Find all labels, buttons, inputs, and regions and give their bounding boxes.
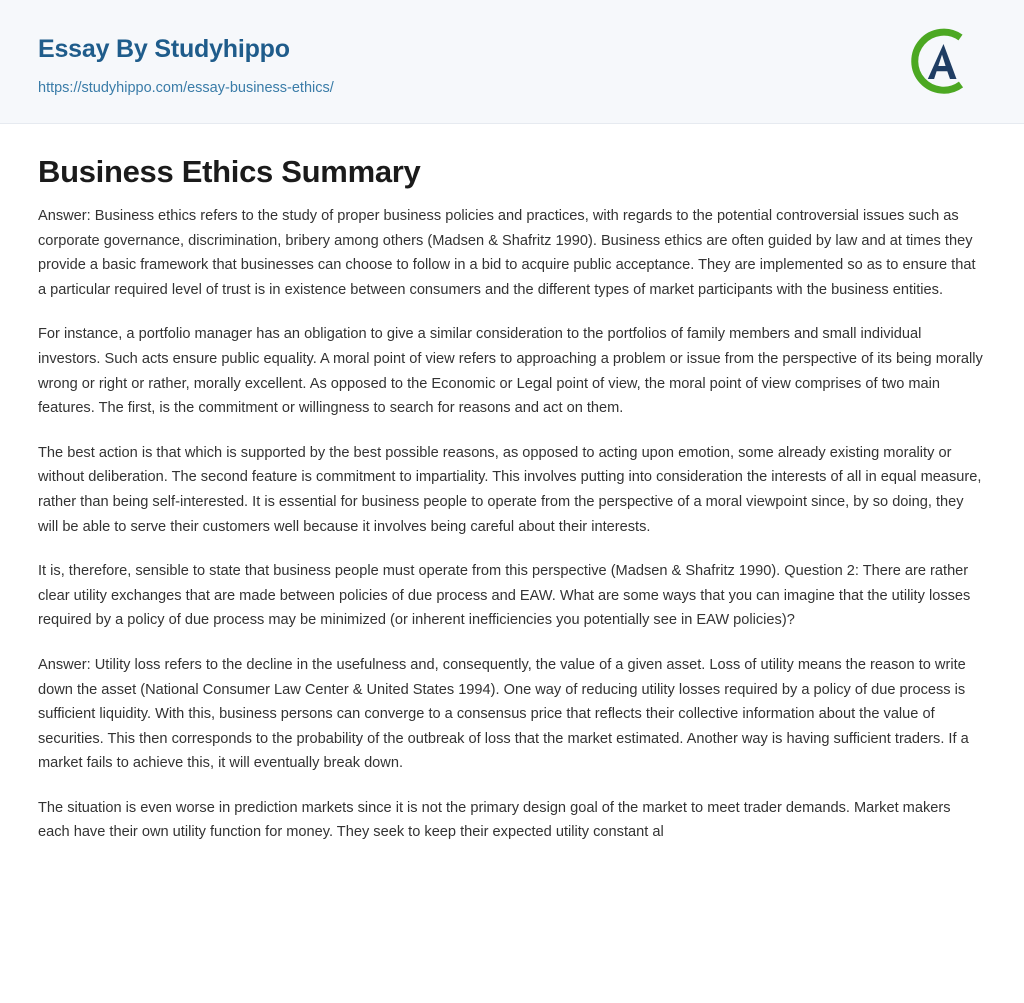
paragraph: Answer: Business ethics refers to the study of proper business policies and practices, with regards to the potential controversial issues such as corporate governance, discrimination, bribery among others (Madsen & Shafritz 1990). Business ethics are often guided by law and at times they provide a basic framework that businesses can choose to follow in a bid to acquire public acceptance. They are implemented so as to ensure that a particular required level of trust is in existence between consumers and the different types of market participants with the business entities.: [38, 208, 976, 298]
page-title: Business Ethics Summary: [38, 154, 421, 189]
paragraph: Answer: Utility loss refers to the decline in the usefulness and, consequently, the value of a given asset. Loss of utility means the reason to write down the asset (National Consumer Law Center & United States 1994). One way of reducing utility losses required by a policy of due process is sufficient liquidity. With this, business persons can converge to a consensus price that reflects their collective information about the value of securities. This then corresponds to the probability of the outbreak of loss that the market estimated. Another way is having sufficient traders. If a market fails to achieve this, it will eventually break down.: [38, 656, 969, 772]
studyhippo-a-logo-icon: [906, 24, 980, 98]
brand-title: Essay By Studyhippo: [38, 35, 290, 63]
article-body: [0, 124, 1024, 845]
site-header: [0, 0, 1024, 124]
paragraph: The best action is that which is supported by the best possible reasons, as opposed to acting upon emotion, some already existing morality or without deliberation. The second feature is commitment to impartiality. This involves putting into consideration the interests of all in equal measure, rather than being self-interested. It is essential for business people to operate from the perspective of a moral viewpoint since, by so doing, they will be able to serve their customers well because it involves being careful about their interests.: [38, 444, 982, 535]
paragraph: It is, therefore, sensible to state that business people must operate from this perspective (Madsen & Shafritz 1990). Question 2: There are rather clear utility exchanges that are made between policies of due process and EAW. What are some ways that you can imagine that the utility losses required by a policy of due process may be minimized (or inherent inefficiencies you potentially see in EAW policies)?: [38, 563, 971, 629]
paragraph: For instance, a portfolio manager has an obligation to give a similar consideration to the portfolios of family members and small individual investors. Such acts ensure public equality. A moral point of view refers to approaching a problem or issue from the perspective of its being morally wrong or right or rather, morally excellent. As opposed to the Economic or Legal point of view, the moral point of view comprises of two main features. The first, is the commitment or willingness to search for reasons and act on them.: [38, 326, 983, 417]
brand-block: [38, 36, 334, 96]
paragraph: The situation is even worse in prediction markets since it is not the primary design goal of the market to meet trader demands. Market makers each have their own utility function for money. They seek to keep their expected utility constant al: [38, 799, 951, 841]
source-url[interactable]: https://studyhippo.com/essay-business-ethics/: [38, 79, 334, 96]
